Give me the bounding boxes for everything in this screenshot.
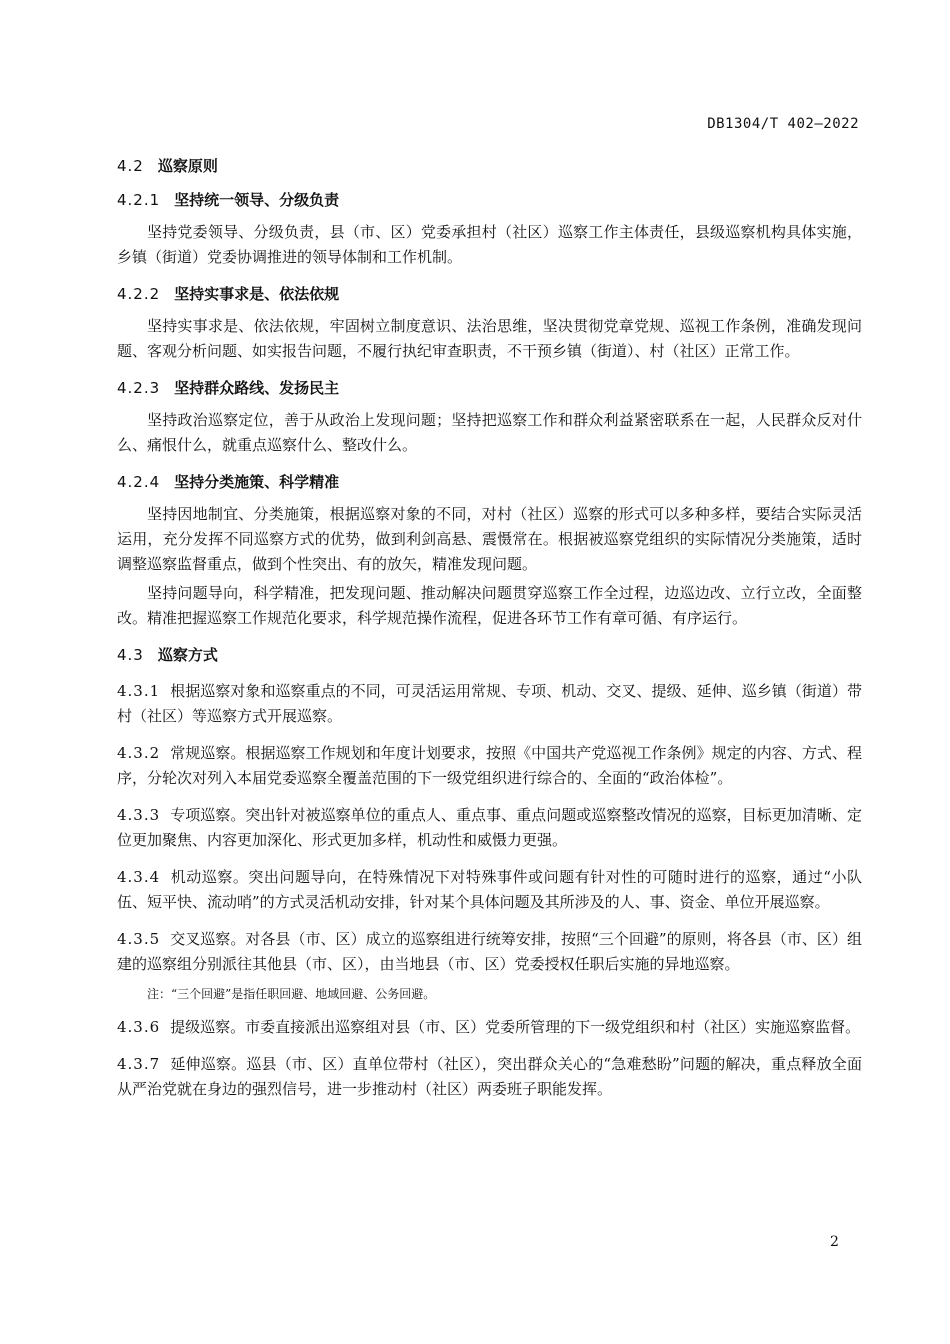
section-title: 坚持分类施策、科学精准 (174, 473, 340, 491)
paragraph: 坚持党委领导、分级负责，县（市、区）党委承担村（社区）巡察工作主体责任，县级巡察机构具体实施，乡镇（街道）党委协调推进的领导体制和工作机制。 (117, 223, 862, 266)
section-number: 4.2.4 (117, 473, 161, 491)
clause-text: 专项巡察。突出针对被巡察单位的重点人、重点事、重点问题或巡察整改情况的巡察，目标更加清晰、定位更加聚焦、内容更加深化、形式更加多样，机动性和威慑力更强。 (117, 806, 862, 849)
note-text: “三个回避”是指任职回避、地域回避、公务回避。 (171, 987, 436, 1001)
clause-number: 4.3.2 (117, 744, 161, 762)
section-number: 4.2.2 (117, 285, 161, 303)
clause-4-3-6 (117, 1015, 862, 1040)
clause-4-3-1 (117, 679, 862, 729)
section-title: 巡察原则 (157, 157, 218, 175)
clause-number: 4.3.4 (117, 868, 161, 886)
clause-text: 提级巡察。市委直接派出巡察组对县（市、区）党委所管理的下一级党组织和村（社区）实施巡察监督。 (170, 1018, 861, 1036)
clause-text: 延伸巡察。巡县（市、区）直单位带村（社区），突出群众关心的“急难愁盼”问题的解决，重点释放全面从严治党就在身边的强烈信号，进一步推动村（社区）两委班子职能发挥。 (117, 1055, 862, 1098)
page-content (117, 156, 862, 1114)
section-heading-4-2-4 (117, 472, 862, 502)
clause-number: 4.3.6 (117, 1018, 161, 1036)
clause-4-3-7 (117, 1052, 862, 1102)
clause-text: 交叉巡察。对各县（市、区）成立的巡察组进行统筹安排，按照“三个回避”的原则，将各县（市、区）组建的巡察组分别派往其他县（市、区），由当地县（市、区）党委授权任职后实施的异地巡察。 (117, 930, 862, 973)
paragraph: 坚持实事求是、依法依规，牢固树立制度意识、法治思维，坚决贯彻党章党规、巡视工作条例，准确发现问题、客观分析问题、如实报告问题，不履行执纪审查职责，不干预乡镇（街道）、村（社区）正常工作。 (117, 317, 862, 360)
section-heading-4-2-3 (117, 378, 862, 408)
clause-text: 常规巡察。根据巡察工作规划和年度计划要求，按照《中国共产党巡视工作条例》规定的内容、方式、程序，分轮次对列入本届党委巡察全覆盖范围的下一级党组织进行综合的、全面的“政治体检”。 (117, 744, 862, 787)
section-heading-4-2-1 (117, 190, 862, 220)
standard-number: DB1304/T 402—2022 (707, 116, 859, 132)
clause-4-3-4 (117, 865, 862, 915)
clause-4-3-2 (117, 741, 862, 791)
section-heading-4-2-2 (117, 284, 862, 314)
clause-number: 4.3.7 (117, 1055, 161, 1073)
section-number: 4.2.3 (117, 379, 161, 397)
note-label: 注： (147, 987, 172, 1001)
clause-text: 根据巡察对象和巡察重点的不同，可灵活运用常规、专项、机动、交叉、提级、延伸、巡乡镇（街道）带村（社区）等巡察方式开展巡察。 (117, 682, 862, 725)
section-number: 4.3 (117, 646, 144, 664)
paragraph: 坚持政治巡察定位，善于从政治上发现问题；坚持把巡察工作和群众利益紧密联系在一起，人民群众反对什么、痛恨什么，就重点巡察什么、整改什么。 (117, 411, 862, 454)
page-number: 2 (830, 1234, 839, 1250)
clause-4-3-3 (117, 803, 862, 853)
section-title: 巡察方式 (157, 646, 218, 664)
clause-4-3-5 (117, 927, 862, 977)
paragraph: 坚持问题导向，科学精准，把发现问题、推动解决问题贯穿巡察工作全过程，边巡边改、立行立改，全面整改。精准把握巡察工作规范化要求，科学规范操作流程，促进各环节工作有章可循、有序运行。 (117, 584, 862, 627)
section-heading-4-2 (117, 156, 862, 190)
paragraph: 坚持因地制宜、分类施策，根据巡察对象的不同，对村（社区）巡察的形式可以多种多样，要结合实际灵活运用，充分发挥不同巡察方式的优势，做到利剑高悬、震慑常在。根据被巡察党组织的实际情况分类施策，适时调整巡察监督重点，做到个性突出、有的放矢，精准发现问题。 (117, 505, 862, 573)
clause-number: 4.3.1 (117, 682, 161, 700)
clause-text: 机动巡察。突出问题导向，在特殊情况下对特殊事件或问题有针对性的可随时进行的巡察，通过“小队伍、短平快、流动哨”的方式灵活机动安排，针对某个具体问题及其所涉及的人、事、资金、单位开展巡察。 (117, 868, 862, 911)
section-title: 坚持群众路线、发扬民主 (174, 379, 340, 397)
section-title: 坚持实事求是、依法依规 (174, 285, 340, 303)
section-number: 4.2.1 (117, 191, 161, 209)
section-title: 坚持统一领导、分级负责 (174, 191, 340, 209)
section-number: 4.2 (117, 157, 144, 175)
note (147, 985, 862, 1003)
clause-number: 4.3.3 (117, 806, 161, 824)
section-heading-4-3 (117, 645, 862, 679)
clause-number: 4.3.5 (117, 930, 161, 948)
